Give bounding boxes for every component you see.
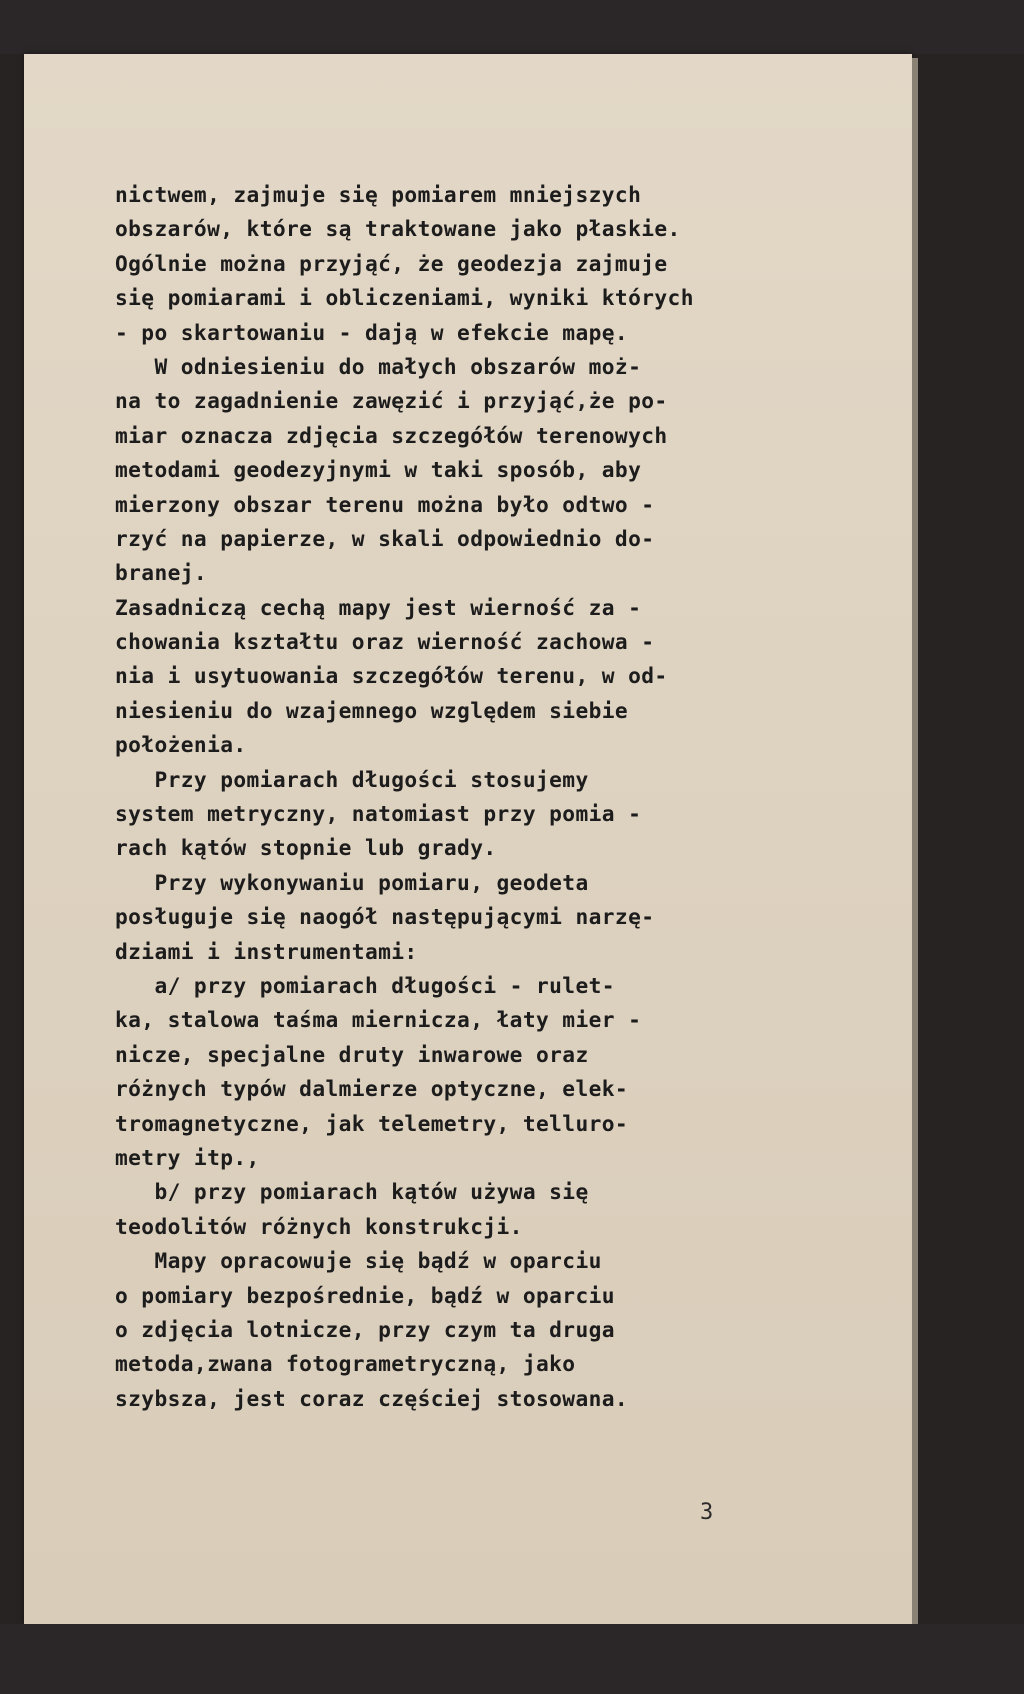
text-line: na to zagadnienie zawęzić i przyjąć,że po- bbox=[115, 388, 668, 414]
text-line: różnych typów dalmierze optyczne, elek- bbox=[115, 1076, 629, 1102]
text-line: mierzony obszar terenu można było odtwo - bbox=[115, 491, 655, 517]
page-number: 3 bbox=[700, 1500, 714, 1525]
text-line: branej. bbox=[115, 560, 208, 586]
text-line: metodami geodezyjnymi w taki sposób, aby bbox=[115, 457, 642, 483]
text-line: niesieniu do wzajemnego względem siebie bbox=[115, 697, 629, 723]
text-line: rach kątów stopnie lub grady. bbox=[115, 835, 497, 861]
text-line: Przy pomiarach długości stosujemy bbox=[115, 766, 589, 792]
scan-bottom-border bbox=[0, 1624, 1024, 1694]
text-line: Przy wykonywaniu pomiaru, geodeta bbox=[115, 869, 589, 895]
text-line: o zdjęcia lotnicze, przy czym ta druga bbox=[115, 1316, 615, 1342]
text-line: nictwem, zajmuje się pomiarem mniejszych bbox=[115, 182, 642, 207]
text-line: metoda,zwana fotogrametryczną, jako bbox=[115, 1351, 576, 1377]
text-line: posługuje się naogół następującymi narzę- bbox=[115, 904, 655, 930]
text-line: teodolitów różnych konstrukcji. bbox=[115, 1213, 523, 1239]
text-line: miar oznacza zdjęcia szczegółów terenowych bbox=[115, 422, 668, 448]
text-line: system metryczny, natomiast przy pomia - bbox=[115, 801, 642, 827]
text-line: metry itp., bbox=[115, 1144, 260, 1170]
text-line: W odniesieniu do małych obszarów moż- bbox=[115, 353, 642, 379]
text-line: dziami i instrumentami: bbox=[115, 938, 418, 964]
text-line: Zasadniczą cechą mapy jest wierność za - bbox=[115, 594, 642, 620]
text-line: - po skartowaniu - dają w efekcie mapę. bbox=[115, 319, 629, 345]
text-line: tromagnetyczne, jak telemetry, telluro- bbox=[115, 1110, 629, 1136]
text-line: obszarów, które są traktowane jako płaskie. bbox=[115, 216, 681, 242]
text-line: nia i usytuowania szczegółów terenu, w od- bbox=[115, 663, 668, 689]
text-line: chowania kształtu oraz wierność zachowa - bbox=[115, 629, 655, 655]
page-edge-shadow bbox=[912, 58, 918, 1624]
text-line: nicze, specjalne druty inwarowe oraz bbox=[115, 1041, 589, 1067]
text-line: rzyć na papierze, w skali odpowiednio do- bbox=[115, 525, 655, 551]
text-line: Mapy opracowuje się bądź w oparciu bbox=[115, 1248, 602, 1274]
text-line: szybsza, jest coraz częściej stosowana. bbox=[115, 1385, 629, 1411]
typewritten-text-block bbox=[115, 178, 795, 1416]
text-line: Ogólnie można przyjąć, że geodezja zajmuje bbox=[115, 250, 668, 276]
text-line: ka, stalowa taśma miernicza, łaty mier - bbox=[115, 1007, 642, 1033]
scan-top-border bbox=[0, 0, 1024, 54]
text-line: położenia. bbox=[115, 732, 247, 758]
text-line: a/ przy pomiarach długości - rulet- bbox=[115, 972, 615, 998]
text-line: o pomiary bezpośrednie, bądź w oparciu bbox=[115, 1282, 615, 1308]
text-line: b/ przy pomiarach kątów używa się bbox=[115, 1179, 589, 1205]
text-line: się pomiarami i obliczeniami, wyniki których bbox=[115, 285, 694, 311]
